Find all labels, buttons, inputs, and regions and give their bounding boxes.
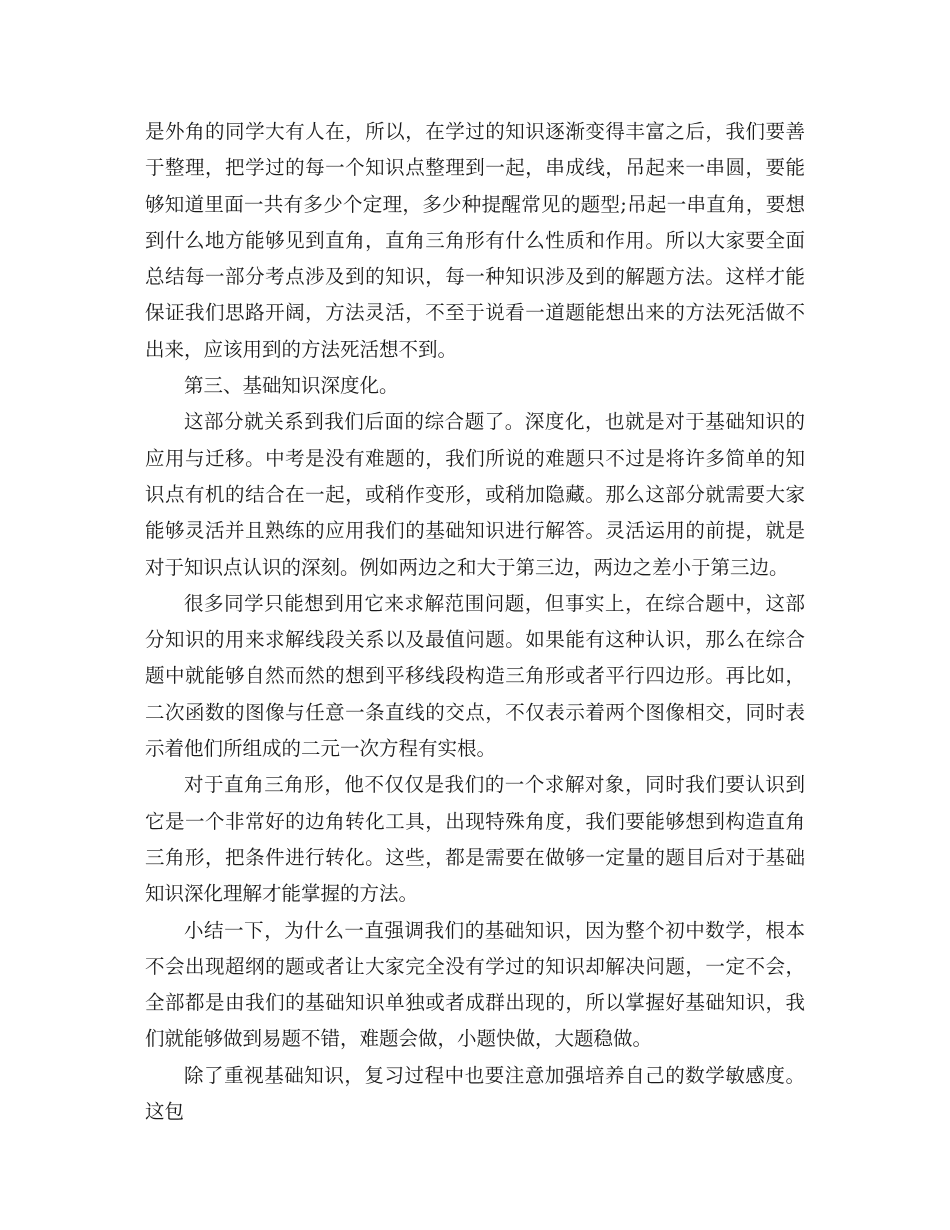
- paragraph-7: 除了重视基础知识，复习过程中也要注意加强培养自己的数学敏感度。这包: [145, 1063, 805, 1124]
- paragraph-1: 是外角的同学大有人在，所以，在学过的知识逐渐变得丰富之后，我们要善于整理，把学过的每一个知识点整理到一起，串成线，吊起来一串圆，要能够知道里面一共有多少个定理，多少种提醒常见的题型;吊起一串直角，要想到什么地方能够见到直角，直角三角形有什么性质和作用。所以大家要全面总结每一部分考点涉及到的知识，每一种知识涉及到的解题方法。这样才能保证我们思路开阔，方法灵活，不至于说看一道题能想出来的方法死活做不出来，应该用到的方法死活想不到。: [145, 120, 805, 361]
- paragraph-2-heading: 第三、基础知识深度化。: [184, 374, 399, 398]
- paragraph-4: 很多同学只能想到用它来求解范围问题，但事实上，在综合题中，这部分知识的用来求解线段关系以及最值问题。如果能有这种认识，那么在综合题中就能够自然而然的想到平移线段构造三角形或者平行四边形。再比如，二次函数的图像与任意一条直线的交点，不仅表示着两个图像相交，同时表示着他们所组成的二元一次方程有实根。: [145, 591, 805, 761]
- document-body: [145, 114, 805, 1130]
- paragraph-6: 小结一下，为什么一直强调我们的基础知识，因为整个初中数学，根本不会出现超纲的题或者让大家完全没有学过的知识却解决问题，一定不会，全部都是由我们的基础知识单独或者成群出现的，所以掌握好基础知识，我们就能够做到易题不错，难题会做，小题快做，大题稳做。: [145, 918, 805, 1051]
- paragraph-3: 这部分就关系到我们后面的综合题了。深度化，也就是对于基础知识的应用与迁移。中考是没有难题的，我们所说的难题只不过是将许多简单的知识点有机的结合在一起，或稍作变形，或稍加隐藏。那么这部分就需要大家能够灵活并且熟练的应用我们的基础知识进行解答。灵活运用的前提，就是对于知识点认识的深刻。例如两边之和大于第三边，两边之差小于第三边。: [145, 410, 805, 579]
- paragraph-5: 对于直角三角形，他不仅仅是我们的一个求解对象，同时我们要认识到它是一个非常好的边角转化工具，出现特殊角度，我们要能够想到构造直角三角形，把条件进行转化。这些，都是需要在做够一定量的题目后对于基础知识深化理解才能掌握的方法。: [145, 773, 805, 906]
